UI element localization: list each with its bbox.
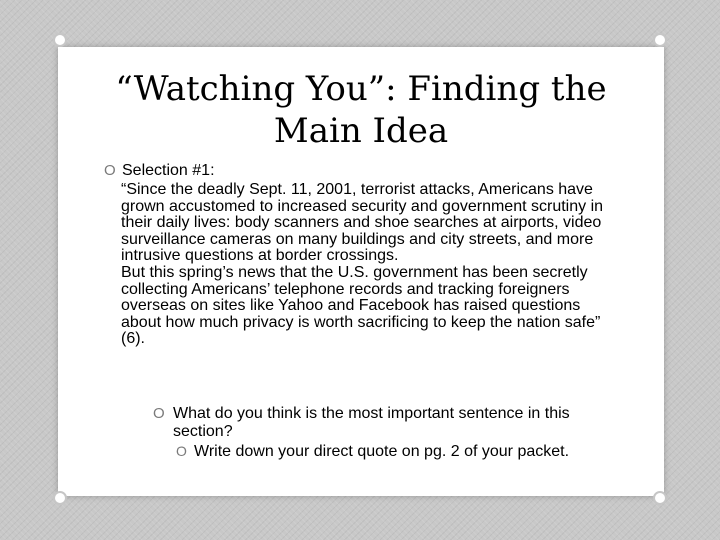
circle-outline-icon: O: [176, 443, 187, 459]
selection-heading: [104, 162, 215, 180]
corner-circle-icon: [53, 491, 67, 505]
circle-outline-icon: O: [104, 162, 116, 179]
title-line-2: Main Idea: [273, 111, 449, 151]
circle-outline-icon: O: [153, 405, 165, 422]
selection-heading-text: Selection #1:: [122, 162, 215, 179]
question-text: What do you think is the most important sentence in this section?: [173, 405, 570, 440]
sub-instruction-text: Write down your direct quote on pg. 2 of your packet.: [194, 443, 570, 460]
quote-paragraph-1: “Since the deadly Sept. 11, 2001, terrorist attacks, Americans have grown accustomed to increased security and government scrutiny in their daily lives: body scanners and shoe searches at airports, video surveillance cameras on many buildings and city streets, and more intrusive questions at border crossings.: [121, 181, 604, 265]
selection-quote: [121, 182, 616, 348]
corner-circle-icon: [653, 33, 667, 47]
corner-circle-icon: [53, 33, 67, 47]
title-line-1: “Watching You”: Finding the: [115, 69, 607, 109]
sub-instruction-bullet: [176, 443, 594, 461]
corner-circle-icon: [653, 491, 667, 505]
slide-title: [58, 68, 664, 152]
question-bullet: [153, 405, 623, 440]
quote-paragraph-2: But this spring’s news that the U.S. government has been secretly collecting Americans’ telephone records and tracking foreigners overseas on sites like Yahoo and Facebook has raised questions about how much privacy is worth sacrificing to keep the nation safe” (6).: [121, 263, 601, 348]
